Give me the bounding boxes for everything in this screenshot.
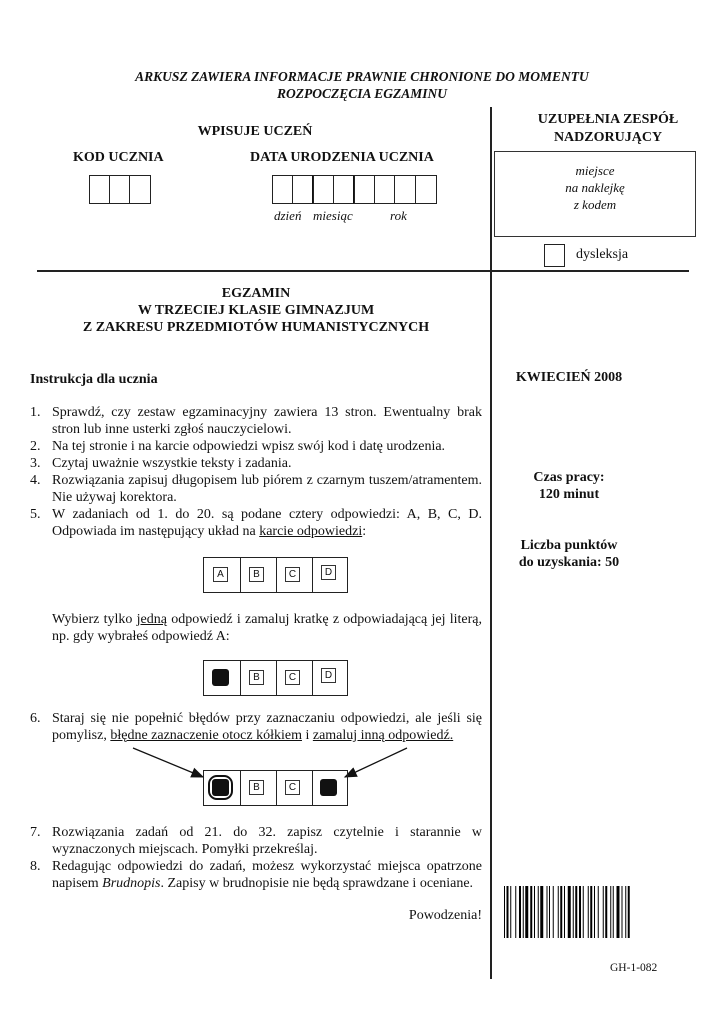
dyslexia-label: dysleksja <box>576 247 629 262</box>
item-italic: Brudnopis <box>102 876 161 891</box>
instructions-title: Instrukcja dla ucznia <box>30 372 158 387</box>
filled-mark-d <box>320 779 337 796</box>
letter-d: D <box>321 668 336 683</box>
birth-date-label: DATA URODZENIA UCZNIA <box>250 150 434 165</box>
item-underline: jedną <box>136 612 167 627</box>
committee-title-line-1: UZUPEŁNIA ZESPÓŁ <box>537 112 679 127</box>
item-text: Staraj się nie popełnić błędów przy zaznaczaniu odpowiedzi, ale jeśli się pomylisz, <box>52 711 482 743</box>
item-text: Wybierz tylko <box>52 612 137 627</box>
confidential-line-2: ROZPOCZĘCIA EGZAMINU <box>277 86 447 101</box>
letter-a: A <box>213 567 228 582</box>
filled-mark-a <box>212 779 229 796</box>
item-text: Czytaj uważnie wszystkie teksty i zadania. <box>52 456 292 471</box>
letter-c: C <box>285 670 300 685</box>
answer-correction-example <box>203 770 348 806</box>
item-underline: błędne zaznaczenie otocz kółkiem <box>110 728 302 743</box>
letter-b: B <box>249 567 264 582</box>
good-luck: Powodzenia! <box>408 908 482 923</box>
year-label: rok <box>390 208 407 223</box>
letter-b: B <box>249 780 264 795</box>
time-label: Czas pracy: <box>533 470 605 485</box>
item-text: Rozwiązania zapisuj długopisem lub piórem z czarnym tuszem/atramentem. Nie używaj korektora. <box>52 473 482 505</box>
letter-c: C <box>285 567 300 582</box>
item-number: 1. <box>30 405 41 420</box>
time-value: 120 minut <box>538 487 600 502</box>
item-underline: zamaluj inną odpowiedź. <box>312 728 454 743</box>
exam-title-line-3: Z ZAKRESU PRZEDMIOTÓW HUMANISTYCZNYCH <box>82 320 430 335</box>
arrow-to-circled <box>133 748 203 777</box>
arrow-to-new-answer <box>345 748 407 777</box>
item-text: odpowiedź i zamaluj kratkę z odpowiadającą jej literą, np. gdy wybrałeś odpowiedź A: <box>52 612 482 644</box>
item-text: : <box>362 524 367 539</box>
instructions-list-3 <box>30 824 482 892</box>
sticker-line-3: z kodem <box>573 197 617 212</box>
item-text: W zadaniach od 1. do 20. są podane cztery odpowiedzi: A, B, C, D. Odpowiada im następujący układ na <box>52 507 482 539</box>
instruction-item <box>30 824 482 858</box>
item-text: Rozwiązania zadań od 21. do 32. zapisz czytelnie i starannie w wyznaczonych miejscach. Pomyłki przekreślaj. <box>52 825 482 857</box>
item-number: 6. <box>30 711 41 726</box>
letter-c: C <box>285 780 300 795</box>
item-number: 4. <box>30 473 41 488</box>
item-text: Sprawdź, czy zestaw egzaminacyjny zawiera 13 stron. Ewentualny brak stron lub inne usterki zgłoś nauczycielowi. <box>52 405 482 437</box>
item-text: Na tej stronie i na karcie odpowiedzi wpisz swój kod i datę urodzenia. <box>52 439 446 454</box>
student-code-label: KOD UCZNIA <box>73 150 164 165</box>
item-number: 5. <box>30 507 41 522</box>
instruction-item <box>30 858 482 892</box>
item-text: i <box>301 728 313 743</box>
item-number: 8. <box>30 859 41 874</box>
exam-title-line-1: EGZAMIN <box>221 286 291 301</box>
item-number: 7. <box>30 825 41 840</box>
exam-title-line-2: W TRZECIEJ KLASIE GIMNAZJUM <box>137 303 375 318</box>
points-label: Liczba punktów <box>520 538 618 553</box>
committee-title-line-2: NADZORUJĄCY <box>553 130 663 145</box>
item-underline: karcie odpowiedzi <box>259 524 363 539</box>
sticker-line-1: miejsce <box>575 163 615 178</box>
item-number: 3. <box>30 456 41 471</box>
letter-d: D <box>321 565 336 580</box>
item-text: Redagując odpowiedzi do zadań, możesz wykorzystać miejsca opatrzone napisem <box>52 859 482 891</box>
student-section-title: WPISUJE UCZEŃ <box>197 124 313 139</box>
points-value: do uzyskania: 50 <box>518 555 620 570</box>
day-label: dzień <box>274 208 302 223</box>
letter-b: B <box>249 670 264 685</box>
exam-date: KWIECIEŃ 2008 <box>515 370 623 385</box>
sheet-code: GH-1-082 <box>610 962 658 974</box>
item-number: 2. <box>30 439 41 454</box>
sticker-line-2: na naklejkę <box>565 180 625 195</box>
item-text: . Zapisy w brudnopisie nie będą sprawdzane i oceniane. <box>160 876 474 891</box>
month-label: miesiąc <box>313 208 353 223</box>
confidential-line-1: ARKUSZ ZAWIERA INFORMACJE PRAWNIE CHRONIONE DO MOMENTU <box>135 69 589 84</box>
